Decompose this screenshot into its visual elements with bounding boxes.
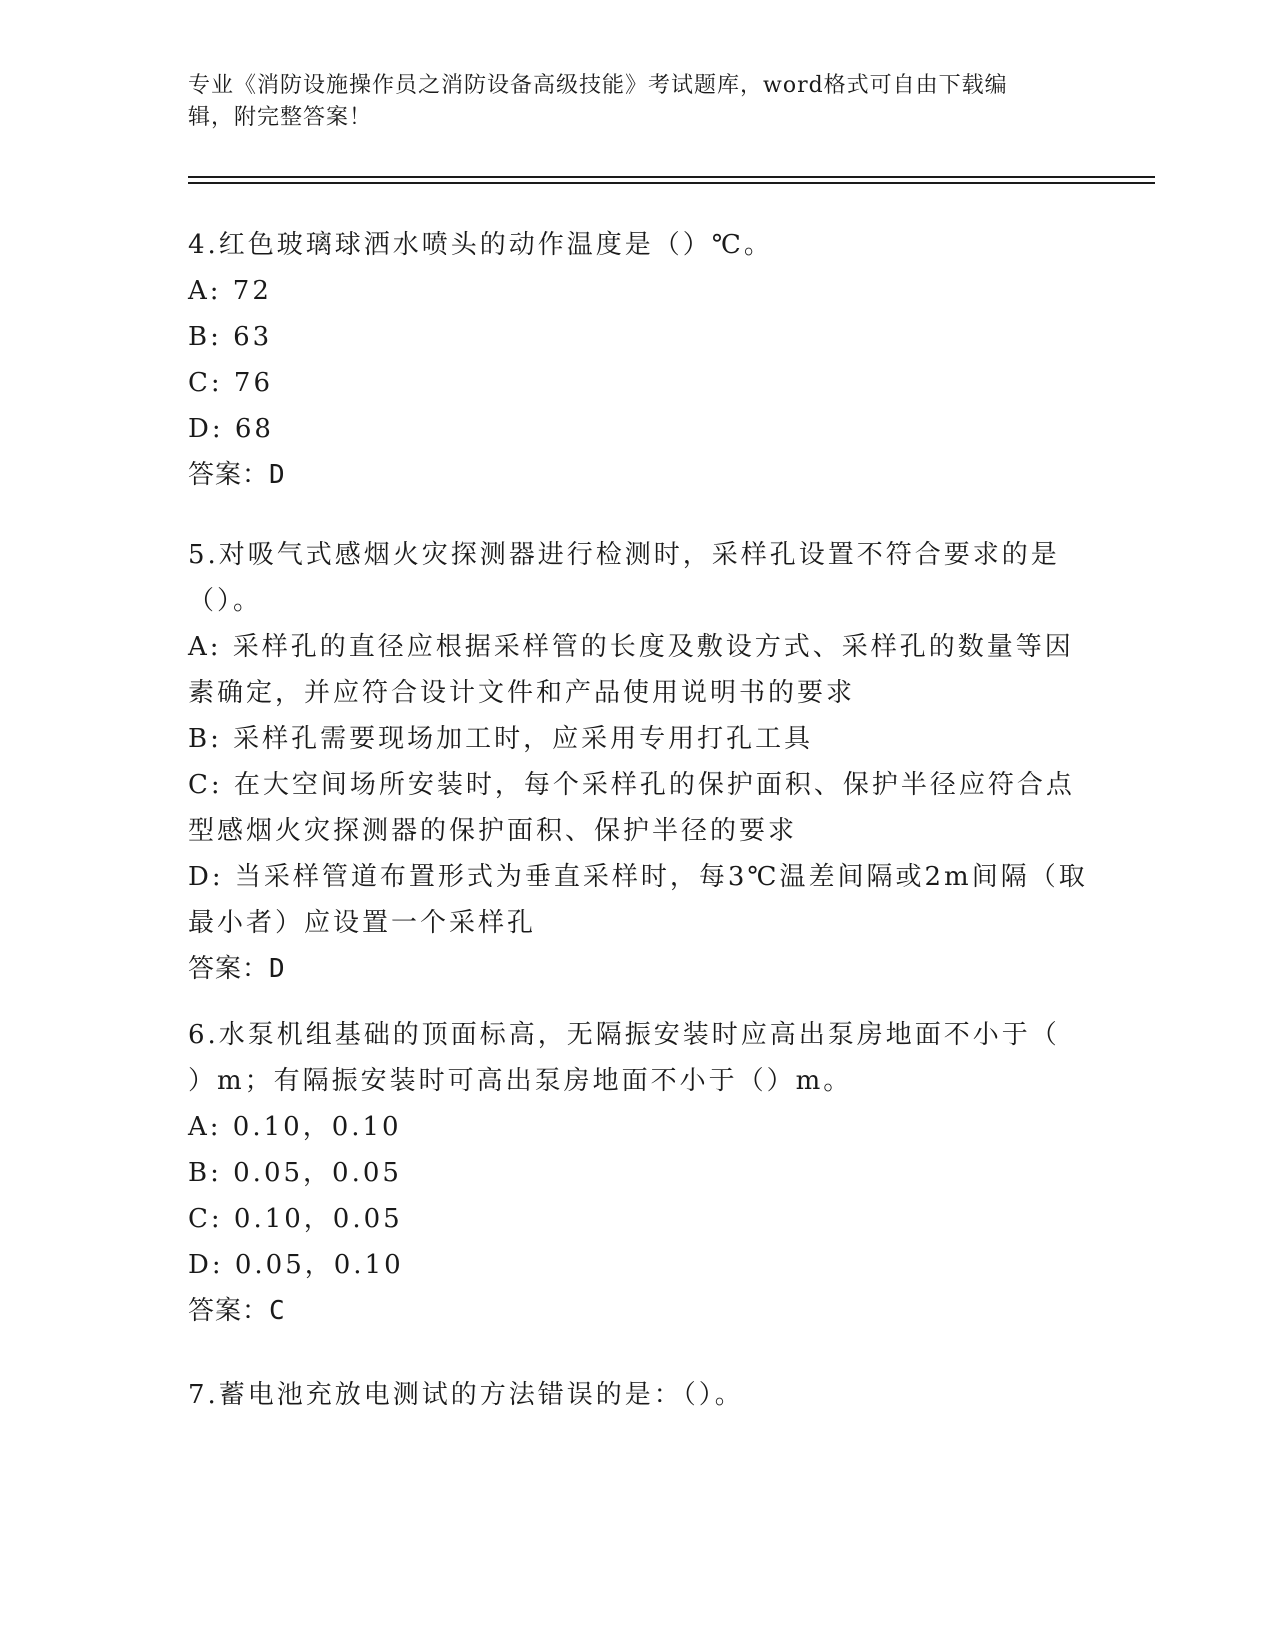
answer-label: 答案：D — [188, 954, 286, 984]
option-d: D: 68 — [188, 414, 274, 444]
header-divider-top — [188, 176, 1155, 178]
answer-label: 答案：C — [188, 1296, 286, 1326]
question-6 — [188, 1012, 1088, 1334]
option-c: C: 76 — [188, 368, 274, 398]
option-a: A: 0.10，0.10 — [188, 1112, 402, 1142]
header-divider-bottom — [188, 182, 1155, 184]
option-b: B: 采样孔需要现场加工时，应采用专用打孔工具 — [188, 724, 814, 754]
option-a: A: 72 — [188, 276, 272, 306]
option-d-continued: 最小者）应设置一个采样孔 — [188, 908, 537, 938]
question-stem: 4.红色玻璃球洒水喷头的动作温度是（）℃。 — [188, 230, 773, 260]
question-stem: 5.对吸气式感烟火灾探测器进行检测时，采样孔设置不符合要求的是 — [188, 540, 1060, 570]
option-c: C: 0.10，0.05 — [188, 1204, 403, 1234]
option-a: A: 采样孔的直径应根据采样管的长度及敷设方式、采样孔的数量等因 — [188, 632, 1074, 662]
header-line-2: 辑，附完整答案！ — [188, 105, 373, 130]
answer-label: 答案：D — [188, 460, 286, 490]
question-stem: 6.水泵机组基础的顶面标高，无隔振安装时应高出泵房地面不小于（ — [188, 1020, 1060, 1050]
option-b: B: 0.05，0.05 — [188, 1158, 402, 1188]
header-line-1: 专业《消防设施操作员之消防设备高级技能》考试题库，word格式可自由下载编 — [188, 73, 1008, 98]
option-c: C: 在大空间场所安装时，每个采样孔的保护面积、保护半径应符合点 — [188, 770, 1075, 800]
question-7 — [188, 1372, 1088, 1418]
question-stem: 7.蓄电池充放电测试的方法错误的是：（）。 — [188, 1380, 744, 1410]
question-stem-continued: ）m；有隔振安装时可高出泵房地面不小于（）m。 — [188, 1066, 853, 1096]
option-a-continued: 素确定，并应符合设计文件和产品使用说明书的要求 — [188, 678, 856, 708]
option-d: D: 当采样管道布置形式为垂直采样时，每3℃温差间隔或2m间隔（取 — [188, 862, 1088, 892]
question-4 — [188, 222, 1088, 498]
question-stem-continued: （）。 — [188, 586, 263, 616]
option-c-continued: 型感烟火灾探测器的保护面积、保护半径的要求 — [188, 816, 798, 846]
option-b: B: 63 — [188, 322, 273, 352]
document-header — [188, 70, 1088, 134]
question-5 — [188, 532, 1088, 992]
option-d: D: 0.05，0.10 — [188, 1250, 404, 1280]
